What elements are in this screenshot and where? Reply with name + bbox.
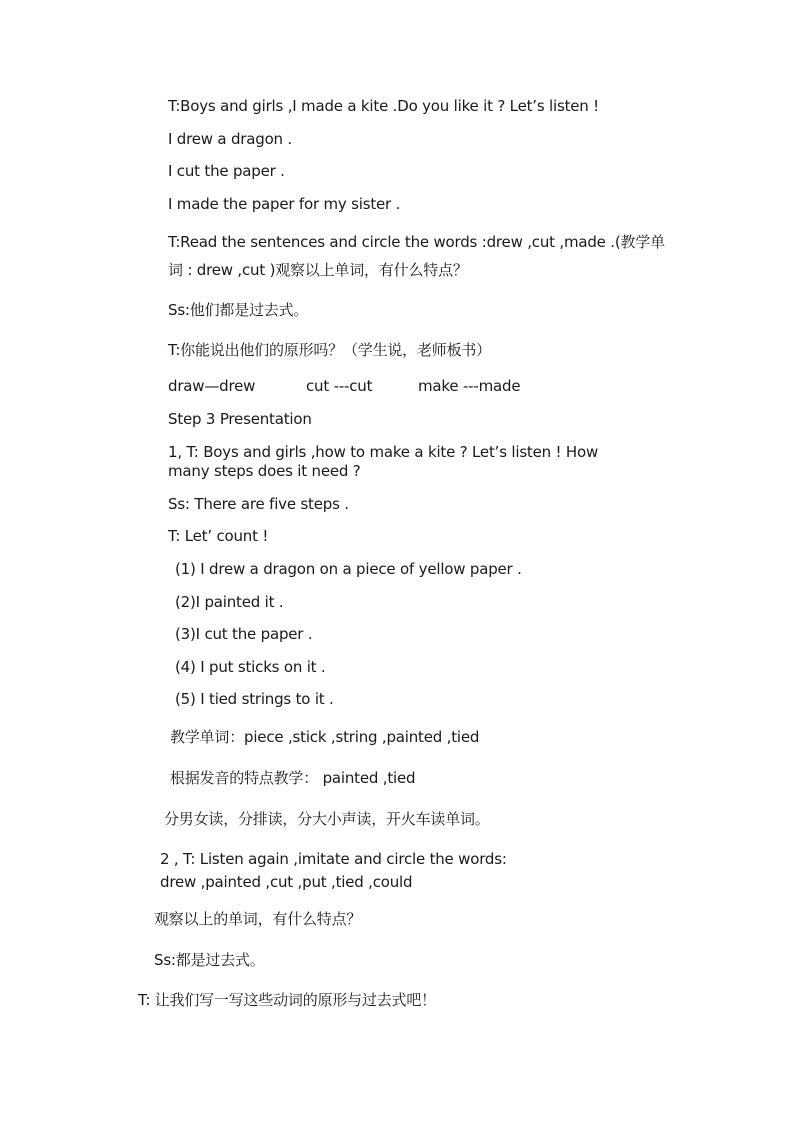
students-five-steps: Ss: There are five steps . <box>168 495 349 513</box>
step-1: (1) I drew a dragon on a piece of yellow paper . <box>175 560 522 578</box>
teacher-count: T: Let’ count ! <box>168 527 269 545</box>
sentence-cut-paper: I cut the paper . <box>168 162 285 180</box>
listen-again-instruction: 2 , T: Listen again ,imitate and circle the words: <box>160 850 507 868</box>
pronunciation-teaching: 根据发音的特点教学： painted ,tied <box>170 769 416 787</box>
students-answer-past-tense: Ss:他们都是过去式。 <box>168 301 309 319</box>
step-heading: Step 3 Presentation <box>168 410 312 428</box>
presentation-question: 1, T: Boys and girls ,how to make a kite ? Let’s listen ! How many steps does it need ? <box>168 443 599 480</box>
circled-words: drew ,painted ,cut ,put ,tied ,could <box>160 873 413 891</box>
students-all-past-tense: Ss:都是过去式。 <box>154 951 265 969</box>
teacher-intro-line: T:Boys and girls ,I made a kite .Do you like it ? Let’s listen ! <box>168 97 599 115</box>
sentence-made-paper: I made the paper for my sister . <box>168 195 401 213</box>
verb-pair-draw: draw—drew <box>168 377 256 395</box>
verb-pair-make: make ---made <box>418 377 521 395</box>
teacher-write-verbs: T: 让我们写一写这些动词的原形与过去式吧！ <box>138 991 436 1009</box>
step-3: (3)I cut the paper . <box>175 625 313 643</box>
teaching-words: 教学单词：piece ,stick ,string ,painted ,tied <box>170 728 480 746</box>
step-4: (4) I put sticks on it . <box>175 658 326 676</box>
reading-activities: 分男女读，分排读，分大小声读，开火车读单词。 <box>164 810 490 828</box>
step-5: (5) I tied strings to it . <box>175 690 334 708</box>
read-sentences-instruction: T:Read the sentences and circle the words :drew ,cut ,made .(教学单词 : drew ,cut )观察以上单词，有什么特点？ <box>168 233 665 279</box>
step-2: (2)I painted it . <box>175 593 284 611</box>
teacher-ask-base-form: T:你能说出他们的原形吗？（学生说，老师板书） <box>168 341 491 359</box>
verb-pair-cut: cut ---cut <box>306 377 373 395</box>
observe-words-question: 观察以上的单词，有什么特点？ <box>154 910 362 928</box>
sentence-drew-dragon: I drew a dragon . <box>168 130 292 148</box>
